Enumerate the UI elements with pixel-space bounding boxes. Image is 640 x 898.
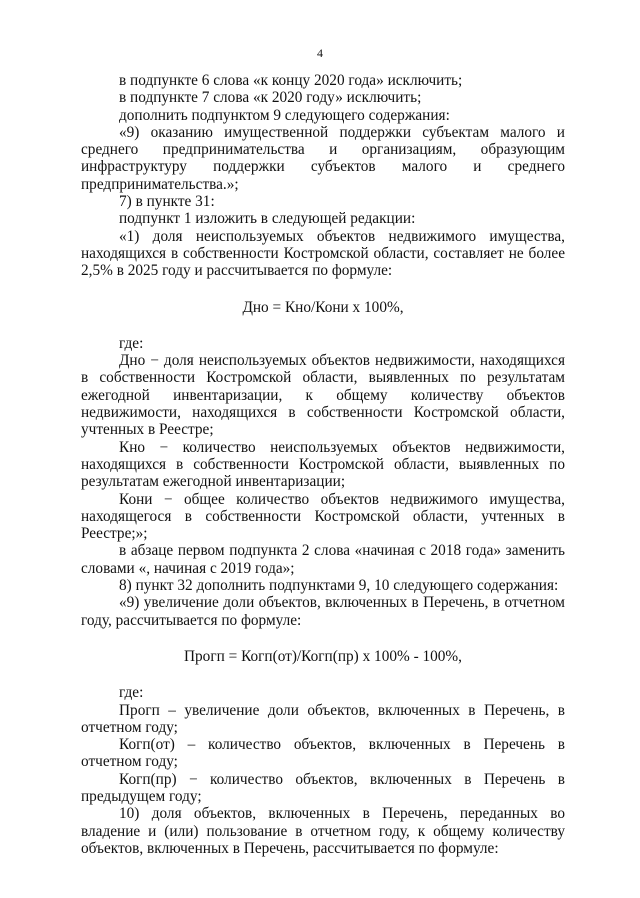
paragraph: Когп(от) – количество объектов, включенных в Перечень в отчетном году; [81, 736, 565, 771]
paragraph: дополнить подпунктом 9 следующего содержания: [119, 106, 450, 124]
paragraph: Когп(пр) − количество объектов, включенных в Перечень в предыдущем году; [81, 770, 565, 805]
paragraph: «9) увеличение доли объектов, включенных в Перечень, в отчетном году, рассчитывается по формуле: [81, 594, 565, 629]
paragraph: где: [119, 684, 144, 702]
document-body [81, 72, 565, 857]
paragraph: в абзаце первом подпункта 2 слова «начиная с 2018 года» заменить словами «, начиная с 2019 года»; [81, 542, 565, 577]
page-number: 4 [317, 46, 323, 60]
paragraph: в подпункте 7 слова «к 2020 году» исключить; [119, 89, 422, 107]
paragraph: Прогп – увеличение доли объектов, включенных в Перечень, в отчетном году; [81, 701, 565, 736]
formula: Дно = Кно/Кони х 100%, [242, 298, 404, 316]
paragraph: где: [119, 334, 144, 352]
paragraph: «9) оказанию имущественной поддержки субъектам малого и среднего предпринимательства и организациям, образующим инфраструктуру поддержки субъектов малого и среднего предпринимательства.»; [81, 123, 565, 193]
paragraph: Дно − доля неиспользуемых объектов недвижимости, находящихся в собственности Костромской области, выявленных по результатам ежегодной инвентаризации, к общему количеству объектов недвижимости, находящихся в собственности Костромской области, учтенных в Реестре; [81, 352, 565, 439]
paragraph: 8) пункт 32 дополнить подпунктами 9, 10 следующего содержания: [119, 577, 559, 595]
paragraph: 10) доля объектов, включенных в Перечень, переданных во владение и (или) пользование в отчетном году, к общему количеству объектов, включенных в Перечень, рассчитывается по формуле: [81, 805, 565, 857]
paragraph: Кони − общее количество объектов недвижимого имущества, находящегося в собственности Костромской области, учтенных в Реестре;»; [81, 490, 565, 543]
paragraph: 7) в пункте 31: [119, 193, 215, 211]
paragraph: подпункт 1 изложить в следующей редакции: [119, 210, 416, 228]
paragraph: Кно − количество неиспользуемых объектов недвижимости, находящихся в собственности Костромской области, выявленных по результатам ежегодной инвентаризации; [81, 438, 565, 491]
paragraph: «1) доля неиспользуемых объектов недвижимого имущества, находящихся в собственности Костромской области, составляет не более 2,5% в 2025 году и рассчитывается по формуле: [81, 227, 565, 280]
formula: Прогп = Когп(от)/Когп(пр) х 100% - 100%, [183, 647, 462, 665]
paragraph: в подпункте 6 слова «к концу 2020 года» исключить; [119, 72, 463, 89]
